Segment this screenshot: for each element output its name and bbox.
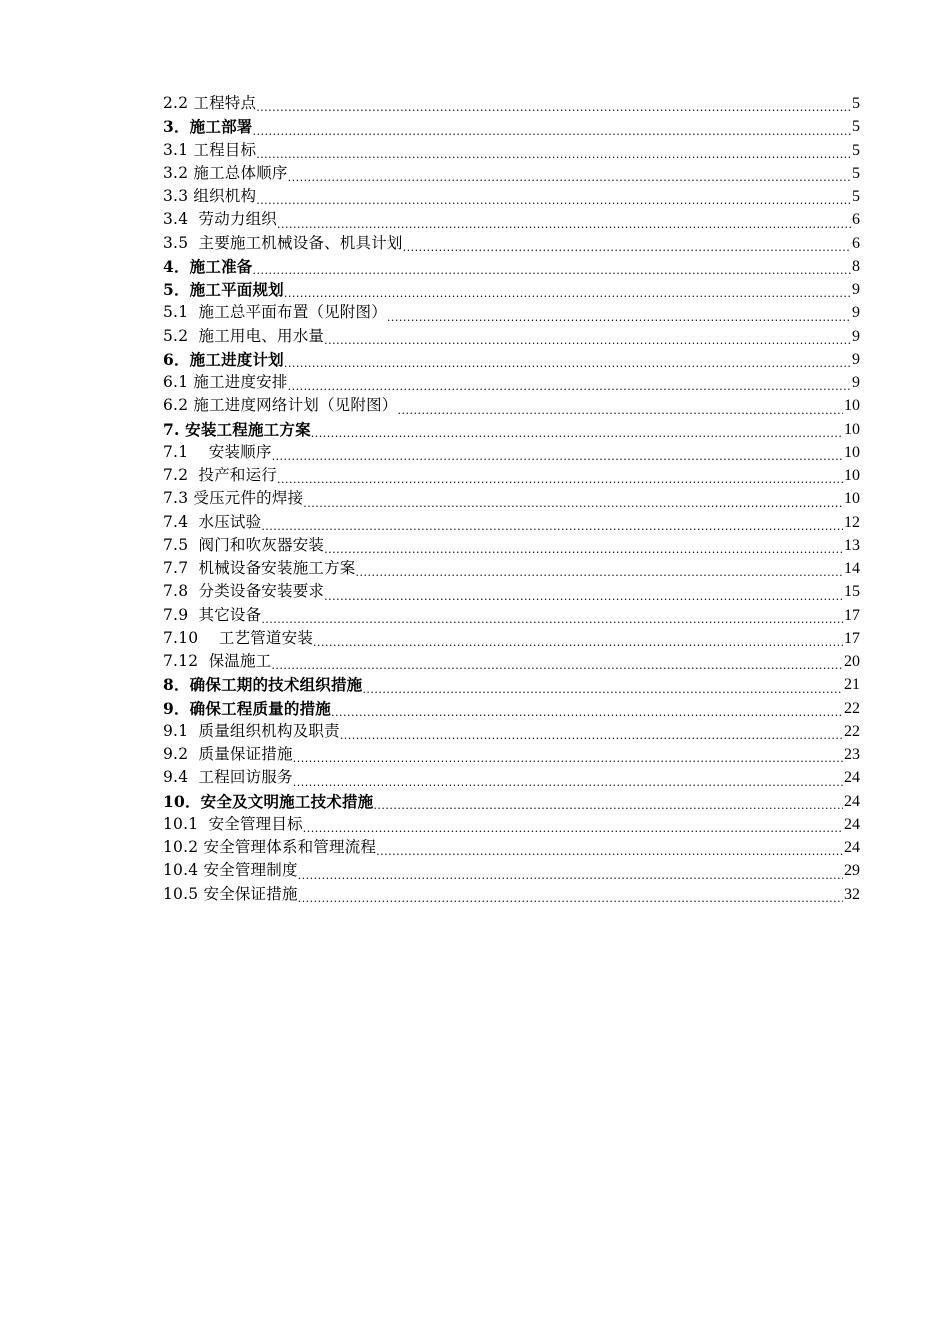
toc-entry-title: 7.12 保温施工 [163, 652, 272, 670]
toc-dot-leader [272, 441, 843, 464]
toc-entry-page-number: 9 [852, 327, 860, 345]
toc-entry-page-number: 6 [852, 234, 860, 252]
toc-entry-title: 5.1 施工总平面布置（见附图） [163, 303, 387, 322]
toc-entry-page-number: 17 [844, 606, 860, 624]
toc-entry-page-number: 32 [844, 885, 860, 903]
toc-entry-page-number: 5 [852, 164, 860, 182]
toc-dot-leader [340, 720, 843, 743]
table-of-contents [163, 92, 860, 906]
toc-entry-title: 9.1 质量组织机构及职责 [163, 721, 340, 740]
toc-entry-title: 5．施工平面规划 [163, 280, 284, 299]
toc-dot-leader [284, 278, 851, 301]
toc-entry[interactable] [163, 208, 860, 231]
toc-entry-page-number: 20 [844, 653, 860, 670]
toc-entry-title: 8．确保工期的技术组织措施 [163, 675, 363, 695]
toc-entry-title: 7.7 机械设备安装施工方案 [163, 559, 356, 577]
toc-entry[interactable] [163, 394, 860, 417]
toc-entry-page-number: 22 [844, 722, 860, 740]
toc-entry[interactable] [163, 766, 860, 789]
toc-entry[interactable] [163, 697, 860, 720]
toc-entry-title: 3.4 劳动力组织 [163, 210, 278, 229]
toc-entry[interactable] [163, 790, 860, 813]
toc-entry-title: 5.2 施工用电、用水量 [163, 326, 325, 345]
toc-dot-leader [376, 836, 843, 859]
toc-entry-page-number: 9 [852, 350, 860, 368]
toc-dot-leader [298, 859, 843, 882]
toc-entry[interactable] [163, 743, 860, 766]
toc-entry-title: 9.4 工程回访服务 [163, 768, 293, 787]
toc-entry-title: 10.1 安全管理目标 [163, 814, 303, 833]
toc-entry-page-number: 10 [844, 490, 860, 508]
toc-entry-page-number: 17 [844, 629, 860, 647]
toc-entry[interactable] [163, 511, 860, 534]
toc-dot-leader [311, 418, 843, 441]
toc-entry-page-number: 5 [852, 95, 860, 112]
toc-entry[interactable] [163, 604, 860, 627]
toc-entry[interactable] [163, 441, 860, 464]
toc-entry[interactable] [163, 301, 860, 324]
toc-entry[interactable] [163, 650, 860, 673]
toc-entry-page-number: 24 [844, 769, 860, 787]
toc-entry-title: 10.2 安全管理体系和管理流程 [163, 838, 377, 856]
toc-dot-leader [331, 697, 843, 720]
toc-entry-title: 10.4 安全管理制度 [163, 861, 298, 880]
toc-entry-title: 7.4 水压试验 [163, 512, 262, 531]
toc-dot-leader [403, 232, 851, 255]
toc-dot-leader [271, 650, 843, 673]
toc-entry-title: 7.10 工艺管道安装 [163, 628, 314, 647]
toc-entry-page-number: 9 [852, 304, 860, 322]
toc-entry-page-number: 12 [844, 513, 860, 531]
toc-entry-page-number: 9 [852, 374, 860, 391]
toc-dot-leader [303, 813, 843, 836]
toc-entry[interactable] [163, 325, 860, 348]
toc-entry-page-number: 6 [852, 211, 860, 229]
toc-entry-title: 10．安全及文明施工技术措施 [163, 791, 374, 811]
toc-entry-title: 10.5 安全保证措施 [163, 884, 298, 903]
toc-entry-page-number: 10 [844, 443, 860, 461]
toc-entry-page-number: 24 [844, 792, 860, 810]
toc-dot-leader [303, 487, 843, 510]
toc-entry-title: 2.2 工程特点 [163, 94, 257, 112]
toc-entry-page-number: 22 [844, 699, 860, 717]
toc-entry-title: 9．确保工程质量的措施 [163, 698, 331, 718]
toc-entry[interactable] [163, 162, 860, 185]
toc-entry[interactable] [163, 534, 860, 557]
toc-dot-leader [313, 627, 843, 650]
toc-entry-title: 3.1 工程目标 [163, 140, 257, 159]
toc-entry-title: 3.2 施工总体顺序 [163, 163, 288, 182]
toc-entry[interactable] [163, 418, 860, 441]
toc-entry-title: 3.3 组织机构 [163, 187, 257, 205]
toc-dot-leader [387, 301, 851, 324]
toc-entry-title: 3．施工部署 [163, 117, 253, 137]
toc-entry-title: 6.1 施工进度安排 [163, 373, 288, 391]
toc-entry-title: 7.8 分类设备安装要求 [163, 582, 325, 601]
toc-entry[interactable] [163, 232, 860, 255]
toc-entry-page-number: 13 [844, 536, 860, 554]
toc-dot-leader [397, 394, 843, 417]
toc-entry-title: 7.1 安装顺序 [163, 442, 272, 461]
toc-entry-page-number: 10 [844, 397, 860, 415]
toc-dot-leader [256, 139, 851, 162]
toc-dot-leader [293, 766, 843, 789]
toc-dot-leader [288, 162, 851, 185]
toc-entry-title: 6.2 施工进度网络计划（见附图） [163, 396, 398, 415]
toc-dot-leader [253, 115, 852, 138]
toc-entry-title: 7.2 投产和运行 [163, 466, 278, 484]
toc-entry[interactable] [163, 883, 860, 906]
toc-entry-title: 7.5 阀门和吹灰器安装 [163, 535, 325, 554]
toc-entry[interactable] [163, 720, 860, 743]
toc-dot-leader [284, 348, 851, 371]
toc-entry[interactable] [163, 278, 860, 301]
toc-entry[interactable] [163, 836, 860, 859]
toc-dot-leader [293, 743, 843, 766]
toc-dot-leader [362, 673, 843, 696]
toc-entry-title: 3.5 主要施工机械设备、机具计划 [163, 233, 403, 252]
toc-entry-page-number: 24 [844, 815, 860, 833]
toc-entry[interactable] [163, 371, 860, 394]
toc-dot-leader [356, 557, 843, 580]
toc-entry[interactable] [163, 557, 860, 580]
toc-entry-page-number: 8 [852, 257, 860, 275]
toc-entry-page-number: 14 [844, 560, 860, 577]
toc-entry[interactable] [163, 813, 860, 836]
toc-entry[interactable] [163, 627, 860, 650]
toc-entry-page-number: 9 [852, 281, 860, 298]
toc-entry-page-number: 5 [852, 188, 860, 205]
toc-entry-page-number: 29 [844, 862, 860, 880]
toc-dot-leader [277, 208, 851, 231]
toc-entry[interactable] [163, 673, 860, 696]
toc-entry-title: 7.9 其它设备 [163, 605, 262, 624]
toc-entry-title: 4．施工准备 [163, 256, 253, 276]
toc-entry[interactable] [163, 580, 860, 603]
toc-entry-page-number: 15 [844, 583, 860, 601]
toc-entry[interactable] [163, 859, 860, 882]
toc-entry-page-number: 24 [844, 839, 860, 856]
toc-dot-leader [324, 325, 851, 348]
toc-dot-leader [261, 511, 843, 534]
toc-entry-page-number: 5 [852, 141, 860, 159]
toc-dot-leader [253, 255, 852, 278]
toc-entry[interactable] [163, 348, 860, 371]
toc-dot-leader [261, 604, 843, 627]
toc-dot-leader [277, 464, 843, 487]
toc-dot-leader [324, 580, 843, 603]
toc-dot-leader [298, 883, 843, 906]
toc-entry[interactable] [163, 115, 860, 138]
toc-entry-title: 7. 安装工程施工方案 [163, 419, 311, 439]
toc-entry[interactable] [163, 464, 860, 487]
toc-dot-leader [256, 185, 851, 208]
toc-entry-title: 6．施工进度计划 [163, 349, 284, 369]
toc-entry-page-number: 23 [844, 746, 860, 763]
toc-dot-leader [256, 92, 851, 115]
toc-entry[interactable] [163, 139, 860, 162]
toc-entry[interactable] [163, 185, 860, 208]
toc-dot-leader [373, 790, 843, 813]
toc-entry[interactable] [163, 255, 860, 278]
toc-entry-title: 7.3 受压元件的焊接 [163, 489, 304, 508]
toc-entry-page-number: 10 [844, 467, 860, 484]
toc-entry[interactable] [163, 92, 860, 115]
toc-dot-leader [324, 534, 843, 557]
toc-entry-page-number: 21 [844, 676, 860, 694]
toc-dot-leader [288, 371, 851, 394]
toc-entry-page-number: 5 [852, 118, 860, 136]
toc-entry[interactable] [163, 487, 860, 510]
toc-entry-title: 9.2 质量保证措施 [163, 745, 293, 763]
toc-entry-page-number: 10 [844, 420, 860, 438]
